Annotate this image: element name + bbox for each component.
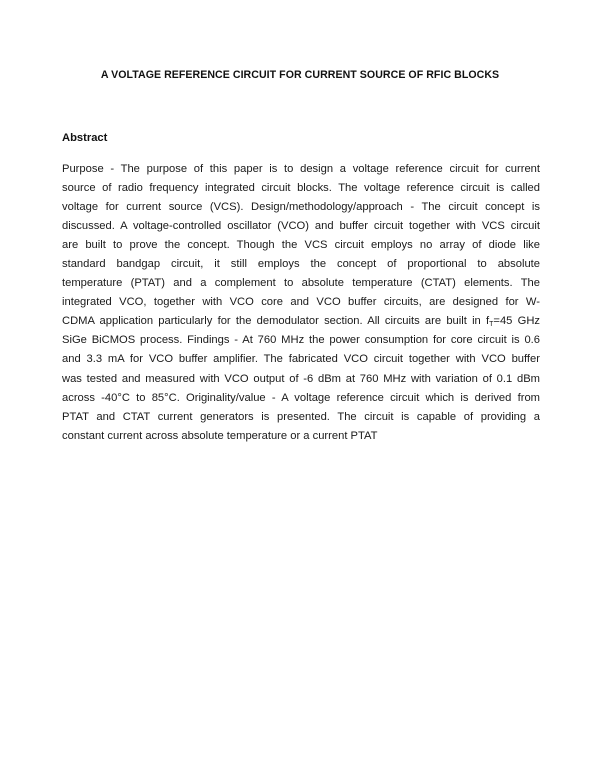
abstract-line: constant current across absolute temperature or a current PTAT bbox=[62, 429, 378, 442]
abstract-line: across -40°C to 85°C. Originality/value - A voltage reference circuit which is derived from bbox=[62, 391, 540, 404]
abstract-line: SiGe BiCMOS process. Findings - At 760 MHz the power consumption for core circuit is 0.6 bbox=[62, 334, 540, 347]
abstract-line: PTAT and CTAT current generators is presented. The circuit is capable of providing a bbox=[62, 410, 540, 423]
paper-title: A VOLTAGE REFERENCE CIRCUIT FOR CURRENT SOURCE OF RFIC BLOCKS bbox=[100, 69, 500, 81]
abstract-line-ft bbox=[62, 312, 540, 331]
ft-subscript: T bbox=[489, 321, 494, 329]
abstract-heading: Abstract bbox=[62, 132, 108, 144]
abstract-line: integrated VCO, together with VCO core and VCO buffer circuits, are designed for W- bbox=[62, 296, 540, 309]
abstract-line: standard bandgap circuit, it still employs the concept of proportional to absolute bbox=[62, 258, 540, 271]
abstract-line: are built to prove the concept. Though the VCS circuit employs no array of diode like bbox=[62, 239, 540, 252]
abstract-line: was tested and measured with VCO output of -6 dBm at 760 MHz with variation of 0.1 dBm bbox=[62, 372, 540, 385]
ft-line-after: =45 GHz bbox=[493, 315, 540, 328]
abstract-line: voltage for current source (VCS). Design/methodology/approach - The circuit concept is bbox=[62, 201, 540, 214]
ft-line-before: CDMA application particularly for the demodulator section. All circuits are built in f bbox=[62, 315, 490, 328]
abstract-line: temperature (PTAT) and a complement to absolute temperature (CTAT) elements. The bbox=[62, 277, 540, 290]
abstract-line: source of radio frequency integrated circuit blocks. The voltage reference circuit is called bbox=[62, 182, 540, 195]
abstract-line: discussed. A voltage-controlled oscillator (VCO) and buffer circuit together with VCS circuit bbox=[62, 220, 540, 233]
abstract-body bbox=[62, 160, 540, 446]
abstract-line: Purpose - The purpose of this paper is to design a voltage reference circuit for current bbox=[62, 163, 540, 175]
abstract-line: and 3.3 mA for VCO buffer amplifier. The fabricated VCO circuit together with VCO buffer bbox=[62, 353, 540, 366]
